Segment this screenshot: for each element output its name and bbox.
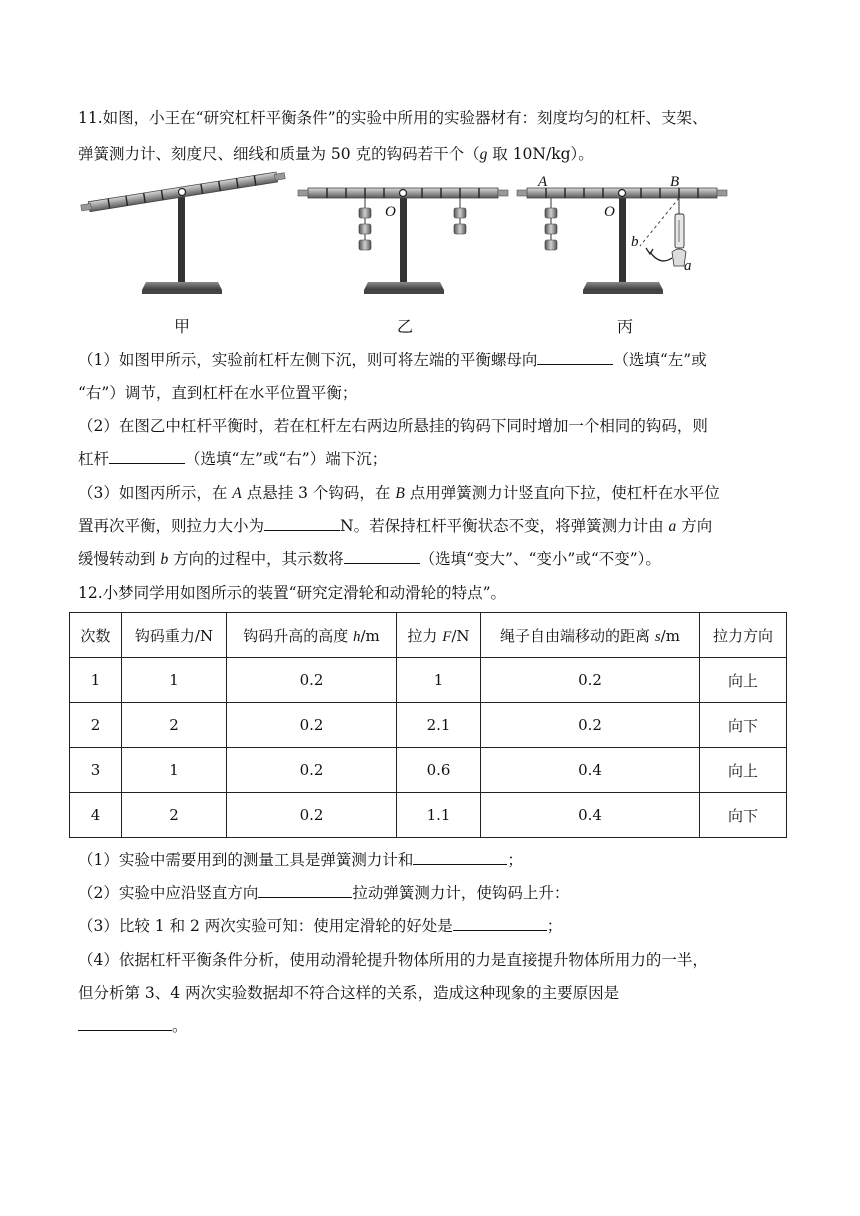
q11-part3-text-e: N。若保持杠杆平衡状态不变，将弹簧测力计由 bbox=[340, 517, 669, 535]
q11-part3-text-g: 缓慢转动到 bbox=[78, 550, 161, 568]
cell: 0.2 bbox=[227, 793, 397, 838]
answer-blank-7[interactable] bbox=[453, 915, 547, 931]
header-direction: 拉力方向 bbox=[700, 613, 787, 658]
header-force-unit: /N bbox=[451, 626, 470, 645]
q11-intro-text: 弹簧测力计、刻度尺、细线和质量为 50 克的钩码若干个（ bbox=[78, 145, 480, 163]
q12-part4-line1: （4）依据杠杆平衡条件分析，使用动滑轮提升物体所用的力是直接提升物体所用力的一半， bbox=[78, 951, 708, 969]
q11-part1-text-b: （选填“左”或 bbox=[613, 351, 707, 369]
q11-part3-text-b: 点悬挂 3 个钩码，在 bbox=[241, 484, 396, 502]
caption-yi: 乙 bbox=[397, 317, 414, 336]
table-row bbox=[70, 703, 787, 748]
cell: 0.2 bbox=[481, 703, 700, 748]
experiment-table bbox=[69, 612, 787, 838]
q12-part3 bbox=[78, 914, 562, 936]
q11-part3-text: （3）如图丙所示，在 bbox=[78, 484, 233, 502]
caption-jia: 甲 bbox=[174, 317, 191, 336]
caption-bing: 丙 bbox=[617, 317, 634, 336]
answer-blank-2[interactable] bbox=[109, 448, 185, 464]
s-variable: s bbox=[654, 628, 661, 645]
table-row bbox=[70, 793, 787, 838]
header-force-text: 拉力 bbox=[407, 626, 443, 645]
cell: 4 bbox=[70, 793, 122, 838]
table-row bbox=[70, 748, 787, 793]
cell: 2 bbox=[122, 703, 227, 748]
q12-part4-line2: 但分析第 3、4 两次实验数据却不符合这样的关系，造成这种现象的主要原因是 bbox=[78, 984, 620, 1002]
lever-figures bbox=[78, 168, 798, 338]
cell: 0.2 bbox=[227, 748, 397, 793]
label-a: a bbox=[684, 258, 692, 274]
header-height bbox=[227, 613, 397, 658]
q11-part3-text-i: （选填“变大”、“变小”或“不变”）。 bbox=[419, 550, 661, 568]
q11-intro-text-end: 取 10N/kg）。 bbox=[487, 145, 594, 163]
figure-jia bbox=[80, 171, 285, 294]
header-distance-text: 绳子自由端移动的距离 bbox=[500, 626, 655, 645]
cell: 0.4 bbox=[481, 748, 700, 793]
q11-part3-line1 bbox=[78, 481, 720, 503]
cell: 0.2 bbox=[481, 658, 700, 703]
q11-part3-line2 bbox=[78, 514, 712, 536]
q11-part3-text-c: 点用弹簧测力计竖直向下拉，使杠杆在水平位 bbox=[404, 484, 720, 502]
answer-blank-5[interactable] bbox=[413, 849, 507, 865]
header-weight: 钩码重力/N bbox=[122, 613, 227, 658]
answer-blank-6[interactable] bbox=[258, 882, 352, 898]
g-variable: g bbox=[479, 146, 488, 163]
direction-b-variable: b bbox=[160, 551, 169, 568]
cell: 1 bbox=[70, 658, 122, 703]
q12-part2-text: （2）实验中应沿竖直方向 bbox=[78, 884, 259, 902]
h-variable: h bbox=[353, 628, 361, 645]
header-height-unit: /m bbox=[360, 626, 380, 645]
label-B: B bbox=[670, 174, 680, 190]
direction-a-variable: a bbox=[668, 518, 677, 535]
cell: 2 bbox=[122, 793, 227, 838]
q12-part3-text: （3）比较 1 和 2 两次实验可知：使用定滑轮的好处是 bbox=[78, 917, 453, 935]
point-A-variable: A bbox=[232, 485, 242, 502]
header-count: 次数 bbox=[70, 613, 122, 658]
q12-part2-text-b: 拉动弹簧测力计，使钩码上升： bbox=[352, 884, 570, 902]
table-header-row bbox=[70, 613, 787, 658]
cell: 1 bbox=[122, 748, 227, 793]
q12-part3-text-b: ； bbox=[546, 917, 563, 935]
q12-intro: 12.小梦同学用如图所示的装置“研究定滑轮和动滑轮的特点”。 bbox=[78, 584, 507, 602]
q12-part1-text-b: ； bbox=[507, 851, 523, 869]
header-height-text: 钩码升高的高度 bbox=[243, 626, 353, 645]
header-distance bbox=[481, 613, 700, 658]
q11-part3-text-h: 方向的过程中，其示数将 bbox=[168, 550, 344, 568]
q11-intro-line2 bbox=[78, 142, 594, 164]
q11-part1-line2: “右”）调节，直到杠杆在水平位置平衡； bbox=[78, 384, 358, 402]
header-distance-unit: /m bbox=[660, 626, 680, 645]
q12-part2 bbox=[78, 881, 569, 903]
figure-bing bbox=[517, 174, 727, 294]
cell: 向上 bbox=[700, 658, 787, 703]
q11-part2-line2 bbox=[78, 447, 387, 469]
cell: 向上 bbox=[700, 748, 787, 793]
answer-blank-4[interactable] bbox=[344, 548, 420, 564]
q11-intro-line1: 11.如图，小王在“研究杠杆平衡条件”的实验中所用的实验器材有：刻度均匀的杠杆、支架、 bbox=[78, 109, 708, 127]
cell: 1 bbox=[122, 658, 227, 703]
cell: 2 bbox=[70, 703, 122, 748]
q11-part3-text-f: 方向 bbox=[676, 517, 713, 535]
q11-part1-text: （1）如图甲所示，实验前杠杆左侧下沉，则可将左端的平衡螺母向 bbox=[78, 351, 538, 369]
answer-blank-3[interactable] bbox=[264, 515, 340, 531]
cell: 向下 bbox=[700, 793, 787, 838]
q12-part1 bbox=[78, 848, 523, 870]
label-O-bing: O bbox=[604, 204, 615, 220]
F-variable: F bbox=[442, 628, 452, 645]
q12-part1-text: （1）实验中需要用到的测量工具是弹簧测力计和 bbox=[78, 851, 414, 869]
q11-part3-text-d: 置再次平衡，则拉力大小为 bbox=[78, 517, 265, 535]
q11-part2-text-b: （选填“左”或“右”）端下沉； bbox=[185, 450, 388, 468]
q11-part3-line3 bbox=[78, 547, 661, 569]
cell: 3 bbox=[70, 748, 122, 793]
answer-blank-1[interactable] bbox=[537, 349, 613, 365]
header-force bbox=[397, 613, 481, 658]
cell: 1 bbox=[397, 658, 481, 703]
point-B-variable: B bbox=[395, 485, 405, 502]
answer-blank-8[interactable] bbox=[78, 1015, 172, 1031]
cell: 0.6 bbox=[397, 748, 481, 793]
cell: 0.2 bbox=[227, 658, 397, 703]
cell: 1.1 bbox=[397, 793, 481, 838]
cell: 2.1 bbox=[397, 703, 481, 748]
cell: 0.4 bbox=[481, 793, 700, 838]
label-A: A bbox=[538, 174, 548, 190]
cell: 0.2 bbox=[227, 703, 397, 748]
q11-part1-line1 bbox=[78, 348, 707, 370]
figure-yi bbox=[298, 188, 508, 294]
label-b: b bbox=[631, 234, 639, 250]
table-row bbox=[70, 658, 787, 703]
q11-part2-line1: （2）在图乙中杠杆平衡时，若在杠杆左右两边所悬挂的钩码下同时增加一个相同的钩码，则 bbox=[78, 417, 708, 435]
label-O-yi: O bbox=[385, 204, 396, 220]
q11-part2-text: 杠杆 bbox=[78, 450, 110, 468]
q12-part4-text-end: 。 bbox=[172, 1017, 188, 1035]
q12-part4-line3 bbox=[78, 1014, 188, 1036]
cell: 向下 bbox=[700, 703, 787, 748]
